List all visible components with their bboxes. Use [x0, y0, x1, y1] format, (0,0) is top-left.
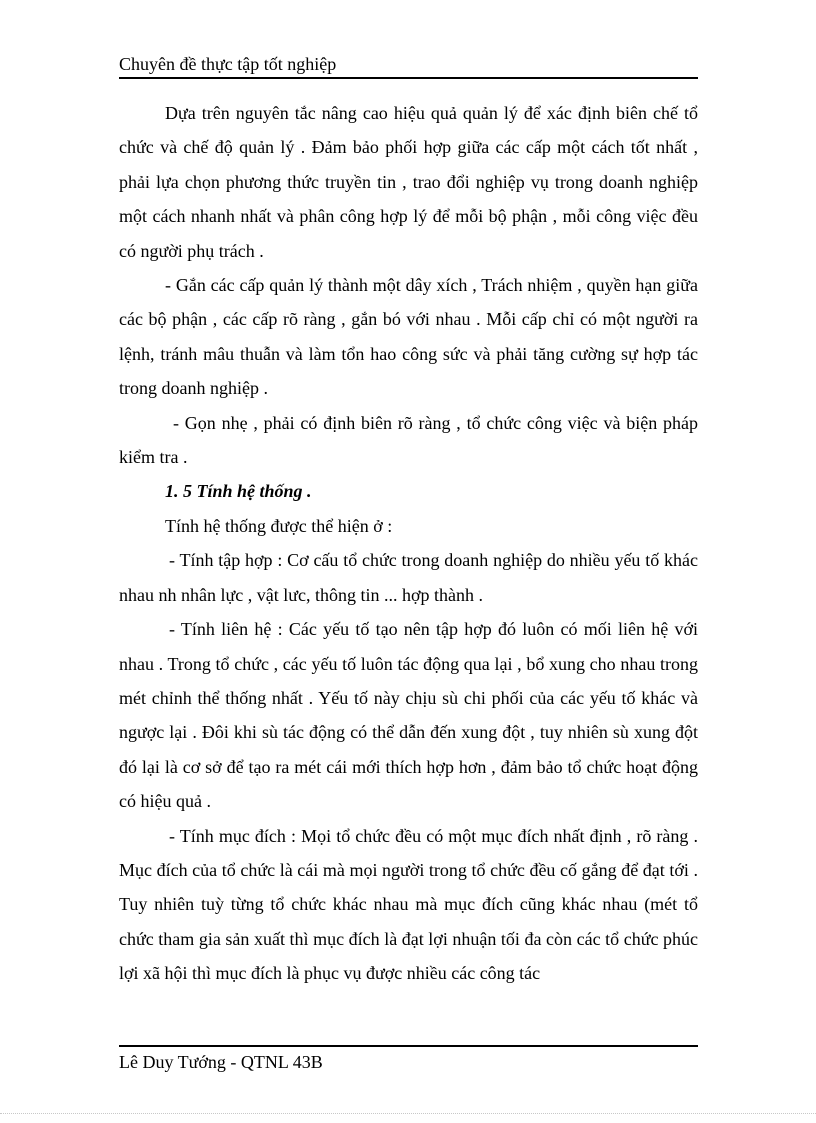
section-intro: Tính hệ thống được thể hiện ở :: [165, 515, 393, 536]
footer-divider: [119, 1045, 698, 1047]
paragraph: - Gắn các cấp quản lý thành một dây xích , Trách nhiệm , quyền hạn giữa các bộ phận , các cấp rõ ràng , gắn bó với nhau . Mỗi cấp chỉ có một người ra lệnh, tránh mâu thuẫn và làm tổn hao công sức và phải tăng cường sự hợp tác trong doanh nghiệp .: [119, 275, 698, 399]
list-item: - Tính mục đích : Mọi tổ chức đều có một mục đích nhất định , rõ ràng . Mục đích của tổ chức là cái mà mọi người trong tổ chức đều cố gắng để đạt tới . Tuy nhiên tuỳ từng tổ chức khác nhau mà mục đích cũng khác nhau (mét tổ chức tham gia sản xuất thì mục đích là đạt lợi nhuận tối đa còn các tổ chức phúc lợi xã hội thì mục đích là phục vụ được nhiều các công tác: [119, 825, 698, 984]
document-body: [119, 96, 698, 991]
list-item: - Tính liên hệ : Các yếu tố tạo nên tập hợp đó luôn có mối liên hệ với nhau . Trong tổ chức , các yếu tố luôn tác động qua lại , bổ xung cho nhau trong mét chỉnh thể thống nhất . Yếu tố này chịu sù chi phối của các yếu tố khác và ngược lại . Đôi khi sù tác động có thể dẫn đến xung đột , tuy nhiên sù xung đột đó lại là cơ sở để tạo ra mét cái mới thích hợp hơn , đảm bảo tổ chức hoạt động có hiệu quả .: [119, 619, 698, 812]
header-title: Chuyên đề thực tập tốt nghiệp: [119, 54, 337, 74]
page-header: [119, 52, 698, 76]
page-footer: [119, 1050, 323, 1074]
footer-author: Lê Duy Tướng - QTNL 43B: [119, 1052, 323, 1072]
section-heading: 1. 5 Tính hệ thống .: [165, 481, 312, 502]
paragraph: Dựa trên nguyên tắc nâng cao hiệu quả quản lý để xác định biên chế tổ chức và chế độ quản lý . Đảm bảo phối hợp giữa các cấp một cách tốt nhất , phải lựa chọn phương thức truyền tin , trao đổi nghiệp vụ trong doanh nghiệp một cách nhanh nhất và phân công hợp lý để mỗi bộ phận , mỗi công việc đều có người phụ trách .: [119, 103, 698, 261]
page-bottom-edge: [0, 1113, 816, 1114]
list-item: - Tính tập hợp : Cơ cấu tổ chức trong doanh nghiệp do nhiều yếu tố khác nhau nh nhân lực , vật lưc, thông tin ... hợp thành .: [119, 550, 698, 605]
paragraph: - Gọn nhẹ , phải có định biên rõ ràng , tổ chức công việc và biện pháp kiểm tra .: [119, 412, 698, 468]
header-divider: [119, 77, 698, 79]
